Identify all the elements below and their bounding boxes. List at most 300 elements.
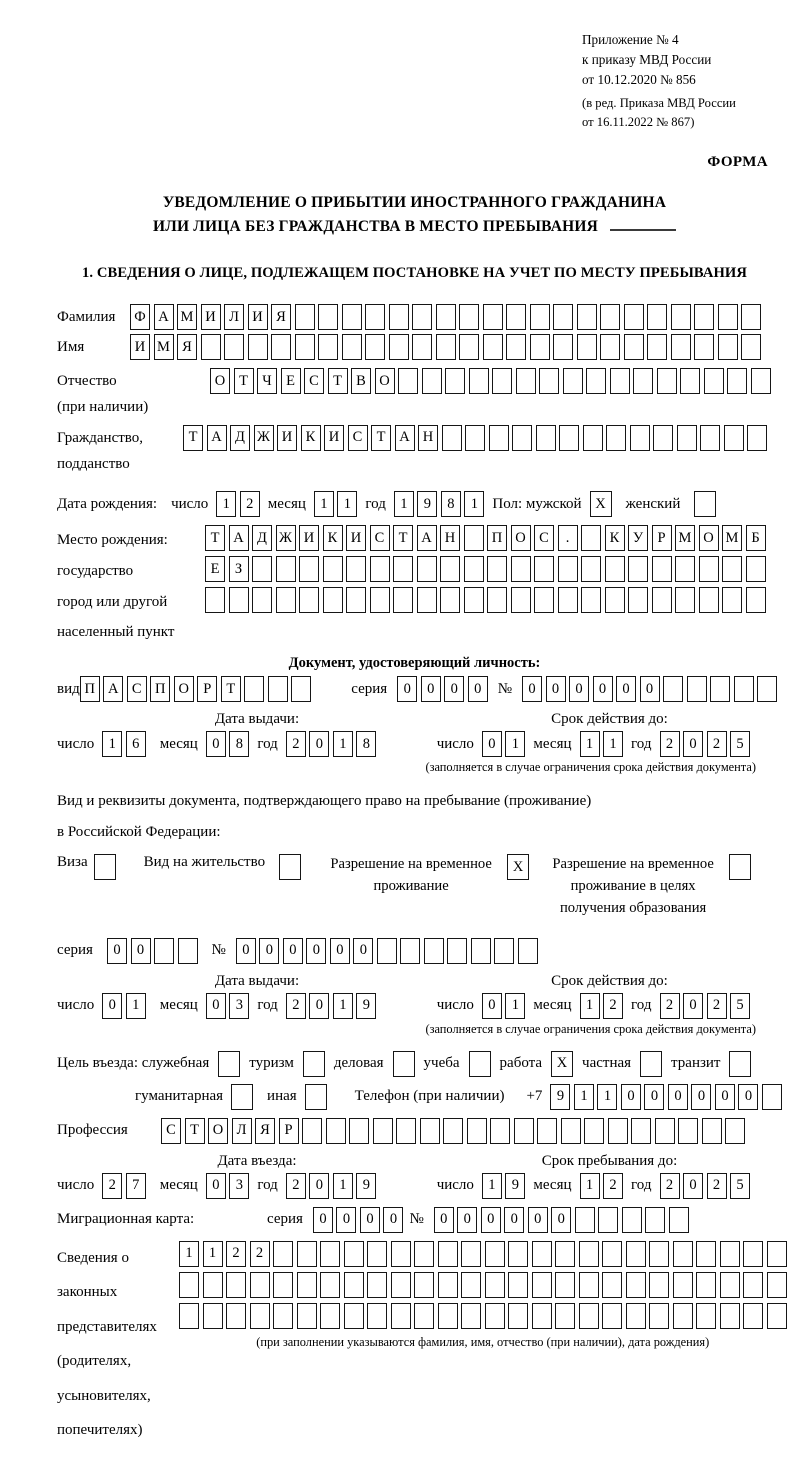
char-cell[interactable]: 1 [482,1173,502,1199]
char-cell[interactable]: С [370,525,390,551]
char-cell[interactable] [673,1303,693,1329]
char-cell[interactable]: О [174,676,194,702]
char-cell[interactable]: 2 [660,993,680,1019]
char-cell[interactable] [508,1272,528,1298]
char-cell[interactable]: Т [221,676,241,702]
char-cell[interactable]: Ф [130,304,150,330]
char-cell[interactable] [762,1084,782,1110]
char-cell[interactable] [291,676,311,702]
char-cell[interactable] [250,1303,270,1329]
char-cell[interactable]: З [229,556,249,582]
purpose-work-checkbox[interactable]: X [551,1051,573,1077]
char-cell[interactable]: О [699,525,719,551]
char-cell[interactable] [414,1241,434,1267]
char-cell[interactable]: С [304,368,324,394]
char-cell[interactable] [344,1303,364,1329]
char-cell[interactable] [320,1272,340,1298]
char-cell[interactable]: 1 [333,1173,353,1199]
char-cell[interactable] [577,334,597,360]
char-cell[interactable] [720,1272,740,1298]
char-cell[interactable] [583,425,603,451]
char-cell[interactable] [699,587,719,613]
char-cell[interactable] [532,1272,552,1298]
char-cell[interactable] [483,334,503,360]
char-cell[interactable]: 1 [574,1084,594,1110]
char-cell[interactable]: 0 [683,731,703,757]
char-cell[interactable] [746,556,766,582]
char-cell[interactable] [626,1272,646,1298]
char-cell[interactable] [511,556,531,582]
char-cell[interactable] [696,1272,716,1298]
char-cell[interactable]: 9 [505,1173,525,1199]
char-cell[interactable]: Н [418,425,438,451]
char-cell[interactable] [653,425,673,451]
char-cell[interactable] [624,334,644,360]
char-cell[interactable]: С [348,425,368,451]
char-cell[interactable]: П [487,525,507,551]
char-cell[interactable] [268,676,288,702]
purpose-study-checkbox[interactable] [469,1051,491,1077]
char-cell[interactable] [205,587,225,613]
char-cell[interactable]: 5 [730,1173,750,1199]
char-cell[interactable]: И [346,525,366,551]
char-cell[interactable] [757,676,777,702]
char-cell[interactable] [365,334,385,360]
char-cell[interactable]: 2 [660,1173,680,1199]
char-cell[interactable] [602,1272,622,1298]
char-cell[interactable]: 1 [464,491,484,517]
char-cell[interactable]: 0 [482,731,502,757]
char-cell[interactable] [297,1272,317,1298]
char-cell[interactable]: 2 [660,731,680,757]
char-cell[interactable] [647,334,667,360]
char-cell[interactable] [297,1303,317,1329]
char-cell[interactable] [447,938,467,964]
char-cell[interactable]: 0 [621,1084,641,1110]
char-cell[interactable] [699,556,719,582]
char-cell[interactable] [624,304,644,330]
char-cell[interactable] [377,938,397,964]
char-cell[interactable]: 1 [580,1173,600,1199]
char-cell[interactable] [514,1118,534,1144]
char-cell[interactable]: 0 [640,676,660,702]
char-cell[interactable] [276,587,296,613]
char-cell[interactable] [530,334,550,360]
char-cell[interactable] [461,1272,481,1298]
purpose-tourism-checkbox[interactable] [303,1051,325,1077]
char-cell[interactable] [751,368,771,394]
char-cell[interactable]: 1 [505,993,525,1019]
char-cell[interactable] [675,587,695,613]
char-cell[interactable] [438,1241,458,1267]
char-cell[interactable]: 3 [229,993,249,1019]
char-cell[interactable]: 9 [356,993,376,1019]
char-cell[interactable] [389,304,409,330]
char-cell[interactable]: К [323,525,343,551]
char-cell[interactable] [581,587,601,613]
char-cell[interactable]: И [299,525,319,551]
char-cell[interactable] [649,1303,669,1329]
char-cell[interactable] [741,304,761,330]
char-cell[interactable] [767,1272,787,1298]
char-cell[interactable] [349,1118,369,1144]
char-cell[interactable]: Е [205,556,225,582]
char-cell[interactable] [605,587,625,613]
char-cell[interactable]: 8 [441,491,461,517]
char-cell[interactable]: 1 [597,1084,617,1110]
char-cell[interactable]: 0 [306,938,326,964]
char-cell[interactable] [483,304,503,330]
char-cell[interactable] [299,556,319,582]
char-cell[interactable]: А [154,304,174,330]
char-cell[interactable] [600,304,620,330]
char-cell[interactable] [506,334,526,360]
char-cell[interactable]: К [605,525,625,551]
char-cell[interactable] [393,556,413,582]
char-cell[interactable] [396,1118,416,1144]
char-cell[interactable] [508,1303,528,1329]
char-cell[interactable]: 1 [603,731,623,757]
char-cell[interactable]: С [534,525,554,551]
char-cell[interactable] [741,334,761,360]
char-cell[interactable] [631,1118,651,1144]
char-cell[interactable]: Я [271,304,291,330]
char-cell[interactable]: Е [281,368,301,394]
char-cell[interactable]: 3 [229,1173,249,1199]
char-cell[interactable] [657,368,677,394]
char-cell[interactable] [539,368,559,394]
char-cell[interactable]: 0 [397,676,417,702]
char-cell[interactable]: Ж [276,525,296,551]
char-cell[interactable]: 0 [206,1173,226,1199]
char-cell[interactable] [417,556,437,582]
char-cell[interactable]: 1 [505,731,525,757]
char-cell[interactable] [511,587,531,613]
char-cell[interactable] [438,1303,458,1329]
char-cell[interactable]: 0 [206,731,226,757]
char-cell[interactable]: 0 [715,1084,735,1110]
char-cell[interactable] [696,1241,716,1267]
char-cell[interactable] [553,334,573,360]
char-cell[interactable]: К [301,425,321,451]
purpose-humanitarian-checkbox[interactable] [231,1084,253,1110]
char-cell[interactable]: 2 [707,993,727,1019]
char-cell[interactable] [461,1303,481,1329]
char-cell[interactable]: Т [185,1118,205,1144]
char-cell[interactable] [367,1303,387,1329]
char-cell[interactable]: 1 [580,993,600,1019]
char-cell[interactable] [229,587,249,613]
char-cell[interactable] [365,304,385,330]
char-cell[interactable] [485,1241,505,1267]
char-cell[interactable] [743,1241,763,1267]
char-cell[interactable]: 5 [730,993,750,1019]
char-cell[interactable] [516,368,536,394]
char-cell[interactable]: 0 [551,1207,571,1233]
char-cell[interactable]: 2 [250,1241,270,1267]
char-cell[interactable] [342,304,362,330]
char-cell[interactable]: Т [371,425,391,451]
char-cell[interactable] [710,676,730,702]
char-cell[interactable] [555,1303,575,1329]
char-cell[interactable]: 0 [616,676,636,702]
char-cell[interactable] [344,1241,364,1267]
char-cell[interactable] [626,1303,646,1329]
char-cell[interactable] [244,676,264,702]
char-cell[interactable]: 2 [286,1173,306,1199]
char-cell[interactable]: 0 [236,938,256,964]
char-cell[interactable]: 0 [383,1207,403,1233]
char-cell[interactable]: П [80,676,100,702]
char-cell[interactable]: 0 [504,1207,524,1233]
char-cell[interactable]: 1 [126,993,146,1019]
char-cell[interactable] [400,938,420,964]
char-cell[interactable]: П [150,676,170,702]
char-cell[interactable]: 1 [394,491,414,517]
char-cell[interactable] [424,938,444,964]
char-cell[interactable]: А [207,425,227,451]
char-cell[interactable] [442,425,462,451]
char-cell[interactable] [412,334,432,360]
char-cell[interactable]: И [130,334,150,360]
char-cell[interactable] [518,938,538,964]
char-cell[interactable] [471,938,491,964]
char-cell[interactable]: 2 [240,491,260,517]
char-cell[interactable]: В [351,368,371,394]
char-cell[interactable] [464,525,484,551]
char-cell[interactable]: И [277,425,297,451]
char-cell[interactable] [694,304,714,330]
char-cell[interactable] [675,556,695,582]
char-cell[interactable] [506,304,526,330]
char-cell[interactable] [555,1272,575,1298]
char-cell[interactable] [534,587,554,613]
char-cell[interactable] [677,425,697,451]
char-cell[interactable]: 0 [309,993,329,1019]
char-cell[interactable] [727,368,747,394]
char-cell[interactable] [608,1118,628,1144]
char-cell[interactable] [720,1303,740,1329]
char-cell[interactable] [373,1118,393,1144]
char-cell[interactable]: 0 [259,938,279,964]
char-cell[interactable] [469,368,489,394]
purpose-transit-checkbox[interactable] [729,1051,751,1077]
char-cell[interactable] [673,1272,693,1298]
char-cell[interactable] [154,938,174,964]
char-cell[interactable] [720,1241,740,1267]
char-cell[interactable] [201,334,221,360]
char-cell[interactable]: А [103,676,123,702]
purpose-other-checkbox[interactable] [305,1084,327,1110]
char-cell[interactable] [743,1303,763,1329]
char-cell[interactable] [391,1303,411,1329]
char-cell[interactable] [203,1303,223,1329]
char-cell[interactable] [652,556,672,582]
char-cell[interactable]: 0 [593,676,613,702]
char-cell[interactable] [622,1207,642,1233]
char-cell[interactable] [344,1272,364,1298]
char-cell[interactable] [669,1207,689,1233]
char-cell[interactable] [600,334,620,360]
char-cell[interactable] [490,1118,510,1144]
char-cell[interactable]: А [229,525,249,551]
char-cell[interactable] [414,1303,434,1329]
char-cell[interactable] [226,1303,246,1329]
char-cell[interactable] [700,425,720,451]
char-cell[interactable]: А [417,525,437,551]
char-cell[interactable] [178,938,198,964]
char-cell[interactable]: О [511,525,531,551]
char-cell[interactable] [530,304,550,330]
char-cell[interactable]: 0 [683,1173,703,1199]
char-cell[interactable] [302,1118,322,1144]
char-cell[interactable] [725,1118,745,1144]
char-cell[interactable] [417,587,437,613]
char-cell[interactable] [485,1272,505,1298]
char-cell[interactable] [579,1303,599,1329]
char-cell[interactable] [464,556,484,582]
char-cell[interactable] [443,1118,463,1144]
char-cell[interactable]: 0 [481,1207,501,1233]
char-cell[interactable]: Т [328,368,348,394]
char-cell[interactable] [323,556,343,582]
char-cell[interactable]: 0 [444,676,464,702]
char-cell[interactable]: Т [183,425,203,451]
char-cell[interactable] [628,587,648,613]
char-cell[interactable] [678,1118,698,1144]
char-cell[interactable]: 1 [203,1241,223,1267]
char-cell[interactable]: Т [393,525,413,551]
char-cell[interactable]: М [675,525,695,551]
char-cell[interactable]: И [201,304,221,330]
char-cell[interactable] [487,587,507,613]
char-cell[interactable] [581,525,601,551]
char-cell[interactable] [391,1272,411,1298]
char-cell[interactable] [318,304,338,330]
char-cell[interactable] [767,1241,787,1267]
char-cell[interactable]: . [558,525,578,551]
char-cell[interactable]: 2 [707,731,727,757]
char-cell[interactable]: 2 [286,731,306,757]
char-cell[interactable] [273,1241,293,1267]
char-cell[interactable]: 0 [434,1207,454,1233]
char-cell[interactable]: Б [746,525,766,551]
char-cell[interactable] [630,425,650,451]
char-cell[interactable] [743,1272,763,1298]
char-cell[interactable]: 1 [179,1241,199,1267]
char-cell[interactable]: А [395,425,415,451]
char-cell[interactable] [276,556,296,582]
char-cell[interactable]: 0 [457,1207,477,1233]
purpose-business-checkbox[interactable] [393,1051,415,1077]
char-cell[interactable]: 0 [360,1207,380,1233]
char-cell[interactable] [492,368,512,394]
char-cell[interactable]: 8 [229,731,249,757]
char-cell[interactable] [553,304,573,330]
char-cell[interactable] [248,334,268,360]
char-cell[interactable] [687,676,707,702]
char-cell[interactable]: Л [232,1118,252,1144]
char-cell[interactable] [226,1272,246,1298]
char-cell[interactable]: 0 [131,938,151,964]
char-cell[interactable]: 6 [126,731,146,757]
char-cell[interactable]: 0 [738,1084,758,1110]
char-cell[interactable] [581,556,601,582]
char-cell[interactable]: 8 [356,731,376,757]
char-cell[interactable] [250,1272,270,1298]
char-cell[interactable]: 0 [353,938,373,964]
char-cell[interactable]: 0 [421,676,441,702]
char-cell[interactable]: 0 [668,1084,688,1110]
char-cell[interactable] [645,1207,665,1233]
char-cell[interactable] [203,1272,223,1298]
char-cell[interactable] [271,334,291,360]
char-cell[interactable] [747,425,767,451]
char-cell[interactable]: 0 [468,676,488,702]
char-cell[interactable] [464,587,484,613]
char-cell[interactable]: М [177,304,197,330]
char-cell[interactable] [647,304,667,330]
char-cell[interactable]: 2 [226,1241,246,1267]
char-cell[interactable] [179,1303,199,1329]
char-cell[interactable] [563,368,583,394]
char-cell[interactable] [297,1241,317,1267]
char-cell[interactable] [532,1241,552,1267]
char-cell[interactable] [273,1272,293,1298]
char-cell[interactable] [702,1118,722,1144]
char-cell[interactable]: 0 [330,938,350,964]
char-cell[interactable]: 0 [644,1084,664,1110]
char-cell[interactable] [694,334,714,360]
char-cell[interactable]: 0 [309,1173,329,1199]
char-cell[interactable] [633,368,653,394]
temp-residence-edu-checkbox[interactable] [729,854,751,880]
char-cell[interactable] [746,587,766,613]
char-cell[interactable]: 1 [333,993,353,1019]
char-cell[interactable] [367,1272,387,1298]
char-cell[interactable]: 2 [102,1173,122,1199]
char-cell[interactable]: М [722,525,742,551]
char-cell[interactable] [295,334,315,360]
char-cell[interactable] [508,1241,528,1267]
char-cell[interactable] [440,556,460,582]
char-cell[interactable]: 1 [102,731,122,757]
char-cell[interactable] [734,676,754,702]
char-cell[interactable]: И [324,425,344,451]
char-cell[interactable]: Р [652,525,672,551]
char-cell[interactable]: 0 [309,731,329,757]
char-cell[interactable] [586,368,606,394]
char-cell[interactable] [628,556,648,582]
char-cell[interactable]: Ж [254,425,274,451]
char-cell[interactable]: 0 [569,676,589,702]
char-cell[interactable] [485,1303,505,1329]
gender-female-checkbox[interactable] [694,491,716,517]
char-cell[interactable] [536,425,556,451]
char-cell[interactable] [602,1241,622,1267]
char-cell[interactable]: Д [230,425,250,451]
char-cell[interactable] [323,587,343,613]
char-cell[interactable]: 1 [580,731,600,757]
char-cell[interactable] [718,334,738,360]
char-cell[interactable] [438,1272,458,1298]
char-cell[interactable] [671,304,691,330]
char-cell[interactable] [224,334,244,360]
char-cell[interactable]: Т [205,525,225,551]
char-cell[interactable]: 2 [286,993,306,1019]
char-cell[interactable]: Д [252,525,272,551]
char-cell[interactable]: М [154,334,174,360]
